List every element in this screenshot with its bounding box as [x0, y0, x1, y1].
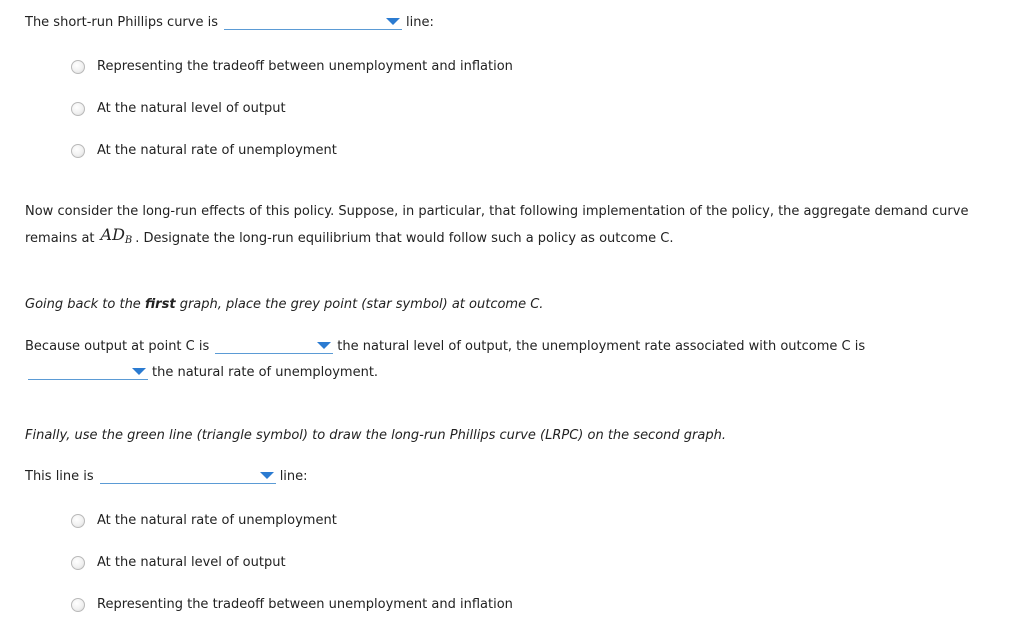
question-3-prefix: This line is	[25, 469, 94, 484]
q3-option-3-label: Representing the tradeoff between unemployment and inflation	[97, 597, 513, 612]
q1-option-2[interactable]	[71, 101, 286, 116]
radio-button[interactable]	[71, 144, 85, 158]
q3-option-3[interactable]	[71, 597, 513, 612]
question-2-dropdown-1[interactable]	[215, 337, 333, 354]
chevron-down-icon	[132, 368, 146, 375]
question-1-dropdown[interactable]	[224, 13, 402, 30]
q1-option-3[interactable]	[71, 143, 337, 158]
instruction-place-point: Going back to the first graph, place the grey point (star symbol) at outcome C.	[25, 297, 544, 312]
q1-option-1-label: Representing the tradeoff between unemployment and inflation	[97, 59, 513, 74]
q1-option-2-label: At the natural level of output	[97, 101, 286, 116]
q3-option-1-label: At the natural rate of unemployment	[97, 513, 337, 528]
q1-option-1[interactable]	[71, 59, 513, 74]
question-1-suffix: line:	[406, 15, 434, 30]
chevron-down-icon	[260, 472, 274, 479]
chevron-down-icon	[317, 342, 331, 349]
radio-button[interactable]	[71, 598, 85, 612]
question-3-dropdown[interactable]	[100, 467, 276, 484]
chevron-down-icon	[386, 18, 400, 25]
paragraph-line-2	[25, 224, 673, 246]
question-2-row-2	[28, 358, 378, 380]
ad-symbol: $AD_B$	[100, 225, 133, 246]
radio-button[interactable]	[71, 556, 85, 570]
question-2-middle: the natural level of output, the unemployment rate associated with outcome C is	[337, 339, 866, 354]
radio-button[interactable]	[71, 60, 85, 74]
radio-button[interactable]	[71, 514, 85, 528]
paragraph-line-2-suffix: . Designate the long-run equilibrium that would follow such a policy as outcome C.	[135, 231, 674, 246]
instruction-draw-lrpc: Finally, use the green line (triangle symbol) to draw the long-run Phillips curve (LRPC) on the second graph.	[25, 428, 726, 443]
question-3-suffix: line:	[279, 469, 308, 484]
question-2-suffix: the natural rate of unemployment.	[152, 365, 379, 380]
question-2-dropdown-2[interactable]	[28, 363, 148, 380]
question-1-row	[25, 6, 434, 30]
q3-option-1[interactable]	[71, 513, 337, 528]
radio-button[interactable]	[71, 102, 85, 116]
question-3-row	[25, 462, 308, 484]
question-2-row-1	[25, 332, 865, 354]
paragraph-line-2-prefix: remains at	[25, 231, 95, 246]
question-2-prefix: Because output at point C is	[25, 339, 210, 354]
q1-option-3-label: At the natural rate of unemployment	[97, 143, 337, 158]
question-1-prefix: The short-run Phillips curve is	[25, 15, 218, 30]
q3-option-2[interactable]	[71, 555, 286, 570]
paragraph-line-1: Now consider the long-run effects of this policy. Suppose, in particular, that following implementation of the policy, the aggregate demand curve	[25, 204, 969, 219]
q3-option-2-label: At the natural level of output	[97, 555, 286, 570]
